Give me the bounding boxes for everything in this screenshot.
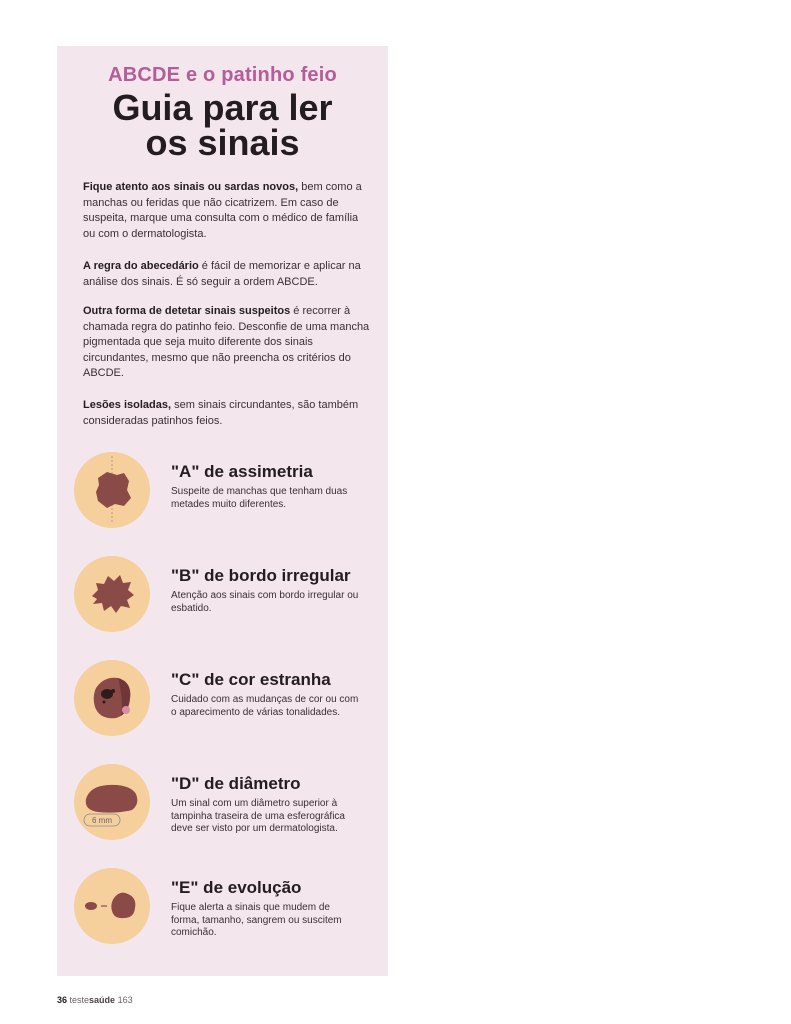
paragraph-lead: Lesões isoladas, bbox=[83, 399, 172, 411]
criterion-e bbox=[57, 868, 388, 958]
paragraph-new-moles bbox=[83, 180, 373, 242]
brand-logo bbox=[70, 995, 116, 1005]
paragraph-text: é recorrer à chamada regra do patinho feio. Desconfie de uma mancha pigmentada que seja muito diferente dos sinais circundantes, mesmo que não preencha os critérios do ABCDE. bbox=[83, 305, 370, 379]
criterion-description: Atenção aos sinais com bordo irregular ou esbatido. bbox=[171, 590, 359, 614]
paragraph-text: bem como a manchas ou feridas que não cicatrizem. Em caso de suspeita, marque uma consulta com o médico de família ou com o dermatologista. bbox=[83, 181, 362, 240]
title-line-1: Guia para ler bbox=[112, 87, 333, 128]
criterion-title: "E" de evolução bbox=[171, 878, 302, 897]
paragraph-ugly-duckling bbox=[83, 304, 373, 382]
criterion-description: Suspeite de manchas que tenham duas metades muito diferentes. bbox=[171, 486, 348, 510]
criterion-d bbox=[57, 764, 388, 854]
asymmetry-mole-icon bbox=[74, 452, 150, 528]
criterion-description: Um sinal com um diâmetro superior à tampinha traseira de uma esferográfica deve ser visto por um dermatologista. bbox=[171, 798, 345, 834]
paragraph-isolated bbox=[83, 398, 373, 429]
evolution-mole-icon bbox=[74, 868, 150, 944]
irregular-border-mole-icon bbox=[74, 556, 150, 632]
brand-light: teste bbox=[69, 995, 90, 1005]
title-line-2: os sinais bbox=[145, 122, 300, 163]
paragraph-lead: Fique atento aos sinais ou sardas novos, bbox=[83, 181, 299, 193]
page-number: 36 bbox=[57, 995, 68, 1005]
criterion-b bbox=[57, 556, 388, 646]
criterion-title: "C" de cor estranha bbox=[171, 670, 331, 689]
paragraph-text: sem sinais circundantes, são também consideradas patinhos feios. bbox=[83, 399, 359, 427]
paragraph-lead: A regra do abecedário bbox=[83, 260, 199, 272]
kicker: ABCDE e o patinho feio bbox=[108, 64, 337, 86]
criterion-title: "B" de bordo irregular bbox=[171, 566, 351, 585]
criterion-description: Cuidado com as mudanças de cor ou com o aparecimento de várias tonalidades. bbox=[171, 694, 359, 718]
criterion-c bbox=[57, 660, 388, 750]
criterion-title: "D" de diâmetro bbox=[171, 774, 301, 793]
criterion-title: "A" de assimetria bbox=[171, 462, 313, 481]
issue-number: 163 bbox=[117, 995, 133, 1005]
diameter-mole-icon bbox=[74, 764, 150, 840]
paragraph-lead: Outra forma de detetar sinais suspeitos bbox=[83, 305, 291, 317]
measure-label: 6 mm bbox=[92, 816, 112, 825]
color-mole-icon bbox=[74, 660, 150, 736]
criterion-description: Fique alerta a sinais que mudem de forma, tamanho, sangrem ou suscitem comichão. bbox=[171, 902, 342, 938]
page-title bbox=[57, 87, 388, 163]
info-panel bbox=[57, 46, 388, 976]
paragraph-text: é fácil de memorizar e aplicar na análise dos sinais. É só seguir a ordem ABCDE. bbox=[83, 260, 361, 288]
criterion-a bbox=[57, 452, 388, 542]
brand-bold: saúde bbox=[89, 995, 116, 1005]
page-footer bbox=[57, 995, 133, 1005]
paragraph-abc-rule bbox=[83, 259, 373, 290]
